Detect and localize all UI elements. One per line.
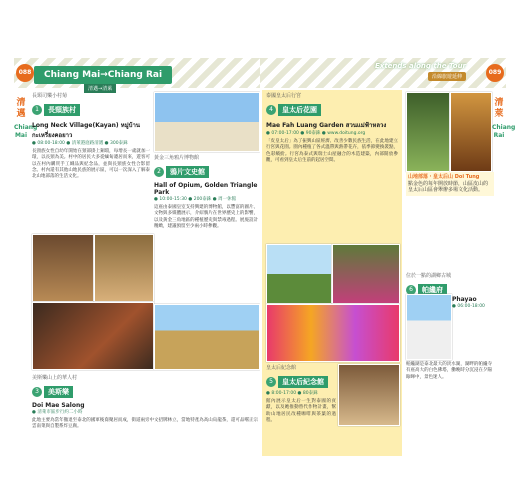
mfl-title: 皇太后花園	[278, 104, 321, 116]
side-tab-right	[492, 98, 516, 140]
section-phayao-info	[452, 294, 492, 310]
phayao-english: Phayao	[452, 296, 477, 303]
long-neck-title: 長頸族村	[44, 104, 80, 116]
photo-long-neck-market	[94, 234, 154, 302]
page-number-left: 088	[16, 64, 34, 82]
mfl-number: 4	[266, 105, 276, 115]
side-tab-right-label: 清萊	[494, 98, 504, 119]
photo-opium-hall	[154, 92, 260, 152]
mfl-kicker: 泰國皇太后行宮	[266, 93, 302, 99]
photo-long-neck-village	[32, 302, 154, 370]
doi-tung-caption-body: 點金色的每年開放時節，山區皮山的皇太后山區會舉辦多場文化活動。	[408, 180, 489, 193]
salong-english: Doi Mae Salong	[32, 402, 85, 409]
hoi-body: 館內展示皇太后一生對泰國的貢獻，以及她推動替代作物計畫，幫助山地居民改種咖啡與茶葉的過程。	[266, 399, 336, 423]
hoi-kicker: 皇太后紀念館	[266, 365, 297, 371]
side-tab-left-en: Chiang Mai	[14, 124, 38, 139]
salong-body: 此地主要為當年撤退至泰北的國軍後裔聚居而成，街道兩旁中文招牌林立，當地特產為高山烏龍茶，還可品嚐正宗雲南菜與自製系炸豆腐。	[32, 418, 258, 430]
section-hall-of-inspiration	[266, 364, 336, 424]
photo-tribe-costume	[450, 92, 492, 172]
salong-title: 美斯樂	[44, 386, 73, 398]
hoi-number: 5	[266, 377, 276, 387]
phayao-number: 6	[406, 285, 416, 295]
extends-subtitle: 沿線旅遊延伸	[428, 72, 466, 81]
section-phayao-body	[406, 360, 492, 381]
opium-title: 鴉片文史館	[166, 166, 209, 178]
doi-tung-caption	[406, 172, 494, 196]
photo-phayao-temple	[406, 294, 452, 360]
phayao-info: ● 06:00-18:00	[452, 304, 485, 309]
side-tab-left-label: 清邁	[16, 98, 26, 119]
photo-hall-interior	[338, 364, 400, 426]
left-page	[14, 58, 260, 458]
long-neck-body: 長頸族女性自幼年開始在頸部掛上銅環，每增長一歲就加一環，以長頸為美。村中的居民大多從緬甸遷居而來，遊客可以在村內購買手工織品與紀念品，並與長頸族女性合影留念。村內還有其他山地民族的展示區，可以一次深入了解泰北山地部落的生活文化。	[32, 149, 150, 180]
section-mae-fah-luang	[266, 92, 398, 164]
doi-tung-caption-title: 山地部落・皇太后山 Doi Tung	[408, 174, 480, 180]
right-page	[260, 58, 516, 458]
opium-kicker: 黃金三角鴉片博物館	[154, 155, 200, 161]
phayao-kicker: 位於一點的湖鄉古城	[406, 273, 452, 279]
phayao-title: 帕纔府	[418, 284, 447, 296]
magazine-spread	[14, 58, 516, 458]
salong-number: 3	[32, 387, 42, 397]
hoi-info: ● 8:00-17:00 ● 80泰銖	[266, 391, 318, 396]
mfl-body: 「皮皇太后」為了振興山區經濟、改善少數民族生活，在此地建立行宮與花園。園內種植了各式溫帶與熱帶花卉，依季節變換裝點，色彩繽紛。行宮為泰式與瑞士山屋融合的木造建築，內部開放參觀，可看到皇太后生前的起居空間。	[266, 139, 398, 163]
photo-golden-buddha	[154, 304, 260, 370]
phayao-body: 帕纔湖是泰北最大的淡水湖，湖畔的帕纔寺有座高大的白色佛塔，働晚時分沉浸在夕陽餘暉中，景色迷人。	[406, 362, 492, 380]
salong-kicker: 美斯樂山上的華人村	[32, 375, 78, 381]
page-number-right: 089	[486, 64, 504, 82]
side-tab-left	[14, 98, 38, 140]
hoi-title: 皇太后紀念館	[278, 376, 328, 388]
mfl-info: ● 07:00-17:00 ● 90泰銖 ● www.doitung.org	[266, 131, 366, 136]
right-header	[260, 58, 506, 88]
photo-garden-house	[266, 244, 332, 304]
section-doi-mae-salong	[32, 374, 258, 431]
long-neck-number: 1	[32, 105, 42, 115]
photo-long-neck-women	[32, 234, 94, 302]
side-tab-right-en: Chiang Rai	[492, 124, 516, 139]
photo-flowers	[332, 244, 400, 304]
salong-info: ● 清萊市區步行約二小時	[32, 410, 83, 415]
long-neck-info: ● 08:00-18:00 ● 清萊港庭路清邁 ● 300泰銖	[32, 141, 128, 146]
opium-info: ● 10:00-15:30 ● 200泰銖 ● 周一休館	[154, 197, 237, 202]
opium-body: 這座由泰國皇室支持興建的博物館，以豐富的圖片、文物與多媒體展示，介紹鴉片在世界歷史上的影響，以及黃金三角地區的種植歷史與禁毒過程。展廃設計精緻，建議預留至少兩小時參觀。	[154, 205, 258, 229]
left-header	[14, 58, 260, 92]
extends-title: Extends along the Tour	[375, 62, 466, 70]
route-subtitle: 清邁→清萊	[84, 84, 116, 93]
opium-english: Hall of Opium, Golden Triangle Park	[154, 182, 258, 196]
photo-flower-beds	[266, 304, 400, 362]
long-neck-english: Long Neck Village(Kayan) หมู่บ้านกะเหรี่ยงคอยาว	[32, 122, 140, 139]
route-title: Chiang Mai→Chiang Rai	[34, 66, 172, 84]
photo-hill-tribe	[406, 92, 450, 172]
section-long-neck	[32, 92, 150, 180]
mfl-english: Mae Fah Luang Garden สวนแม่ฟ้าหลวง	[266, 122, 387, 129]
opium-number: 2	[154, 167, 164, 177]
long-neck-kicker: 長頸司樂小村菊	[32, 93, 68, 99]
section-opium-hall	[154, 154, 258, 230]
